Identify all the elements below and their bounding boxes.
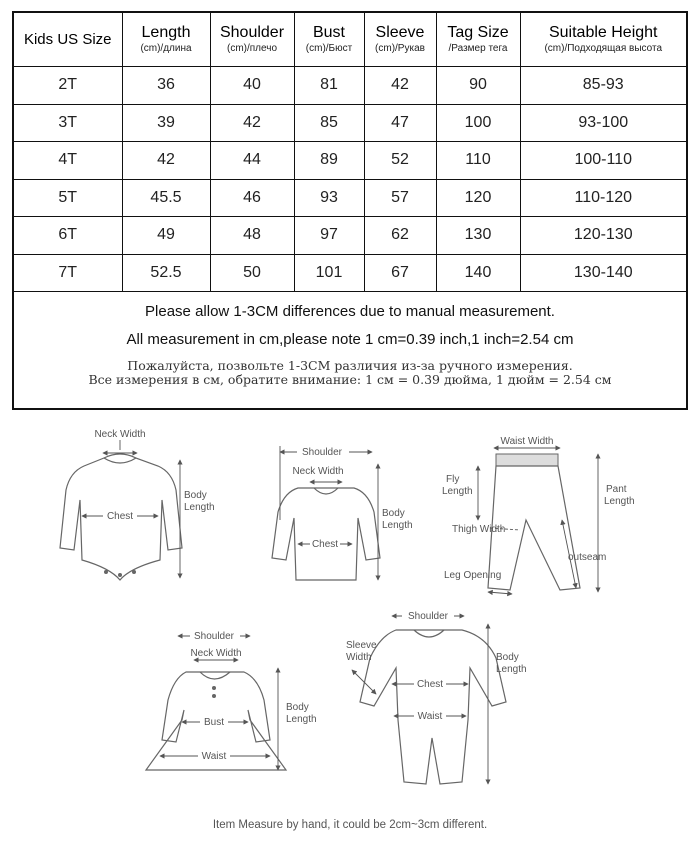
header-main: Length xyxy=(141,24,191,41)
table-cell: 101 xyxy=(294,254,364,292)
outseam-label: outseam xyxy=(568,552,607,563)
header-sub: (cm)/длина xyxy=(140,43,192,54)
header-bust xyxy=(294,13,364,67)
table-cell: 110 xyxy=(436,142,520,180)
footer-note: Item Measure by hand, it could be 2cm~3cm different. xyxy=(212,819,488,831)
table-cell: 47 xyxy=(364,104,436,142)
pant-length-label: Length xyxy=(604,496,635,507)
body-length-label: Body xyxy=(286,702,309,713)
fly-length-label: Fly xyxy=(446,474,460,485)
table-cell: 90 xyxy=(436,67,520,105)
bodysuit-collar xyxy=(104,454,136,458)
table-cell: 62 xyxy=(364,217,436,255)
table-cell: 46 xyxy=(210,179,294,217)
dress-diagram xyxy=(146,630,317,770)
table-cell: 42 xyxy=(122,142,210,180)
body-length-label: Length xyxy=(184,502,215,513)
table-cell: 140 xyxy=(436,254,520,292)
sleeve-width-label: Width xyxy=(346,652,372,663)
table-cell: 85 xyxy=(294,104,364,142)
body-length-label: Body xyxy=(382,508,405,519)
snap-button xyxy=(132,570,136,574)
pants-diagram xyxy=(442,436,635,594)
header-tag-size xyxy=(436,13,520,67)
dress-button xyxy=(212,686,216,690)
header-kids-us-size xyxy=(14,13,122,67)
leg-opening-label: Leg Opening xyxy=(444,570,502,581)
fly-length-label: Length xyxy=(442,486,473,497)
note-allow-difference: Please allow 1-3CM differences due to manual measurement. xyxy=(145,303,555,320)
table-cell: 67 xyxy=(364,254,436,292)
measurement-diagrams xyxy=(0,420,700,815)
chest-label: Chest xyxy=(106,511,134,522)
table-cell: 6T xyxy=(14,217,122,255)
measurement-notes xyxy=(14,292,686,387)
table-cell: 120 xyxy=(436,179,520,217)
shoulder-label: Shoulder xyxy=(301,447,343,458)
header-shoulder xyxy=(210,13,294,67)
note-unit-conversion: All measurement in cm,please note 1 cm=0.39 inch,1 inch=2.54 cm xyxy=(126,331,574,348)
body-length-label: Length xyxy=(496,664,527,675)
note-unit-conversion-ru: Все измерения в см, обратите внимание: 1 см = 0.39 дюйма, 1 дюйм = 2.54 см xyxy=(88,372,612,387)
snap-button xyxy=(104,570,108,574)
header-sub: (cm)/Подходящая высота xyxy=(544,43,663,54)
romper-diagram xyxy=(346,610,527,784)
header-length xyxy=(122,13,210,67)
table-cell: 130 xyxy=(436,217,520,255)
table-row xyxy=(14,142,686,180)
table-row xyxy=(14,217,686,255)
pant-length-label: Pant xyxy=(606,484,627,495)
table-cell: 93 xyxy=(294,179,364,217)
header-sleeve xyxy=(364,13,436,67)
thigh-width-label: Thigh Width xyxy=(452,524,506,535)
header-main: Kids US Size xyxy=(23,30,112,48)
dress-button xyxy=(212,694,216,698)
table-cell: 48 xyxy=(210,217,294,255)
table-row xyxy=(14,67,686,105)
waist-label: Waist xyxy=(417,711,443,722)
header-sub: /Размер тега xyxy=(448,43,508,54)
table-cell: 4T xyxy=(14,142,122,180)
body-length-label: Length xyxy=(286,714,317,725)
chest-label: Chest xyxy=(416,679,444,690)
body-length-label: Body xyxy=(184,490,207,501)
table-cell: 130-140 xyxy=(520,254,686,292)
romper-outline xyxy=(360,630,506,784)
table-cell: 49 xyxy=(122,217,210,255)
table-cell: 7T xyxy=(14,254,122,292)
header-sub: (cm)/Бюст xyxy=(305,43,353,54)
table-cell: 52.5 xyxy=(122,254,210,292)
tshirt-outline xyxy=(272,488,380,580)
sleeve-width-label: Sleeve xyxy=(346,640,377,651)
snap-button xyxy=(118,573,122,577)
header-main: Suitable Height xyxy=(548,24,658,41)
table-cell: 97 xyxy=(294,217,364,255)
romper-collar xyxy=(414,630,444,637)
table-cell: 81 xyxy=(294,67,364,105)
table-cell: 89 xyxy=(294,142,364,180)
table-cell: 36 xyxy=(122,67,210,105)
table-cell: 110-120 xyxy=(520,179,686,217)
header-suitable-height xyxy=(520,13,686,67)
bodysuit-diagram xyxy=(60,429,215,580)
table-row xyxy=(14,104,686,142)
table-header-row xyxy=(14,13,686,67)
table-cell: 40 xyxy=(210,67,294,105)
size-chart xyxy=(12,11,688,410)
table-cell: 50 xyxy=(210,254,294,292)
note-allow-difference-ru: Пожалуйста, позвольте 1-3CM различия из-за ручного измерения. xyxy=(127,358,573,373)
table-cell: 100 xyxy=(436,104,520,142)
neck-width-label: Neck Width xyxy=(292,466,344,477)
table-cell: 39 xyxy=(122,104,210,142)
neck-width-label: Neck Width xyxy=(94,429,146,440)
neck-width-label: Neck Width xyxy=(190,648,242,659)
table-cell: 42 xyxy=(364,67,436,105)
table-cell: 5T xyxy=(14,179,122,217)
table-cell: 120-130 xyxy=(520,217,686,255)
table-cell: 85-93 xyxy=(520,67,686,105)
waist-label: Waist xyxy=(201,751,227,762)
body-length-label: Body xyxy=(496,652,519,663)
table-row xyxy=(14,254,686,292)
header-sub: (cm)/плечо xyxy=(226,43,278,54)
header-main: Sleeve xyxy=(375,24,425,41)
dress-collar xyxy=(200,672,230,679)
header-main: Bust xyxy=(312,24,345,41)
tshirt-collar xyxy=(314,488,338,494)
table-cell: 44 xyxy=(210,142,294,180)
table-body xyxy=(14,67,686,292)
header-sub: (cm)/Рукав xyxy=(375,43,425,54)
shoulder-label: Shoulder xyxy=(193,631,235,642)
header-main: Shoulder xyxy=(219,24,285,41)
sleeve-width-arrow xyxy=(352,670,376,694)
table-cell: 42 xyxy=(210,104,294,142)
table-cell: 93-100 xyxy=(520,104,686,142)
chest-label: Chest xyxy=(311,539,339,550)
bust-label: Bust xyxy=(203,717,225,728)
tshirt-diagram xyxy=(272,446,413,580)
table-cell: 52 xyxy=(364,142,436,180)
size-table xyxy=(14,13,686,292)
table-cell: 45.5 xyxy=(122,179,210,217)
header-main: Tag Size xyxy=(447,24,509,41)
pants-waistband xyxy=(496,454,558,466)
waist-width-label: Waist Width xyxy=(500,436,554,447)
body-length-label: Length xyxy=(382,520,413,531)
shoulder-label: Shoulder xyxy=(407,611,449,622)
leg-opening-arrow xyxy=(488,592,512,594)
table-cell: 2T xyxy=(14,67,122,105)
table-cell: 57 xyxy=(364,179,436,217)
table-cell: 100-110 xyxy=(520,142,686,180)
table-cell: 3T xyxy=(14,104,122,142)
table-row xyxy=(14,179,686,217)
